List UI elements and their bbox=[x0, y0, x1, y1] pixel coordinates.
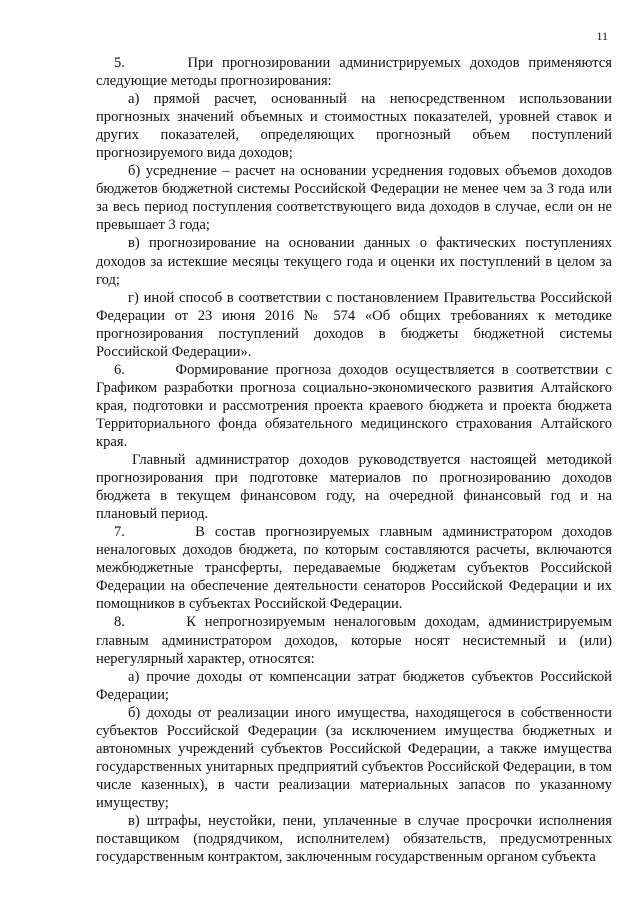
paragraph-item-5: 5. При прогнозировании администрируемых доходов применяются следующие методы прогнозирования: bbox=[96, 55, 612, 90]
paragraph-nonforecast-a: а) прочие доходы от компенсации затрат бюджетов субъектов Российской Федерации; bbox=[96, 668, 612, 703]
paragraph-item-7: 7. В состав прогнозируемых главным администратором доходов неналоговых доходов бюджета, по которым составляются расчеты, включаются межбюджетные трансферты, передаваемые бюджетам субъектов Российской Федерации на обеспечение деятельности сенаторов Российской Федерации и их помощников в субъектах Российской Федерации. bbox=[96, 524, 612, 613]
paragraph-method-b: б) усреднение – расчет на основании усреднения годовых объемов доходов бюджетов бюджетной системы Российской Федерации не менее чем за 3 года или за весь период поступления соответствующего вида доходов в случае, если он не превышает 3 года; bbox=[96, 163, 612, 234]
paragraph-item-8: 8. К непрогнозируемым неналоговым доходам, администрируемым главным администратором доходов, которые носят несистемный и (или) нерегулярный характер, относятся: bbox=[96, 614, 612, 667]
page-number: 11 bbox=[596, 29, 608, 43]
paragraph-method-v: в) прогнозирование на основании данных о фактических поступлениях доходов за истекшие месяцы текущего года и оценки их поступлений в целом за год; bbox=[96, 235, 612, 288]
paragraph-method-a: а) прямой расчет, основанный на непосредственном использовании прогнозных значений объемных и стоимостных показателей, уровней ставок и других показателей, определяющих прогнозный объем поступлений прогнозируемого вида доходов; bbox=[96, 91, 612, 162]
paragraph-administrator-note: Главный администратор доходов руководствуется настоящей методикой прогнозирования при подготовке материалов по прогнозированию доходов бюджета в текущем финансовом году, на очередной финансовый год и на плановый период. bbox=[96, 452, 612, 523]
document-body bbox=[96, 54, 612, 866]
paragraph-method-g: г) иной способ в соответствии с постановлением Правительства Российской Федерации от 23 июня 2016 № 574 «Об общих требованиях к методике прогнозирования поступлений доходов в бюджеты бюджетной системы Российской Федерации». bbox=[96, 289, 612, 360]
paragraph-item-6: 6. Формирование прогноза доходов осуществляется в соответствии с Графиком разработки прогноза социально-экономического развития Алтайского края, подготовки и рассмотрения проекта краевого бюджета и проекта бюджета Территориального фонда обязательного медицинского страхования Алтайского края. bbox=[96, 361, 612, 450]
paragraph-nonforecast-b: б) доходы от реализации иного имущества, находящегося в собственности субъектов Российской Федерации (за исключением имущества бюджетных и автономных учреждений субъектов Российской Федерации, а также имущества государственных унитарных предприятий субъектов Российской Федерации, в том числе казенных), в части реализации материальных запасов по указанному имуществу; bbox=[96, 704, 612, 811]
paragraph-nonforecast-v: в) штрафы, неустойки, пени, уплаченные в случае просрочки исполнения поставщиком (подрядчиком, исполнителем) обязательств, предусмотренных государственным контрактом, заключенным государственным органом субъекта bbox=[96, 812, 612, 866]
